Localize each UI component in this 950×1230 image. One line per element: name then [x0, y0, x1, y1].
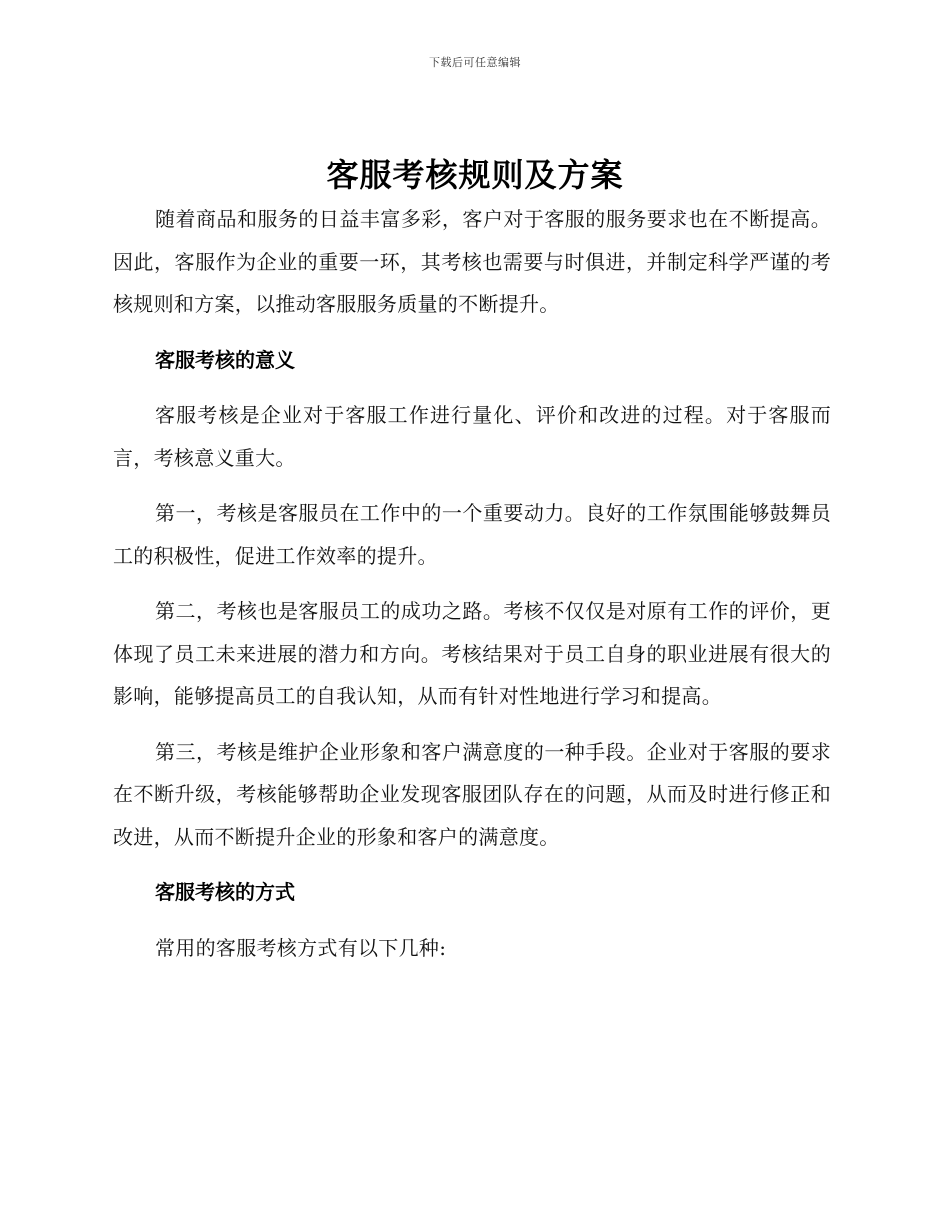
- paragraph-significance-overview: 客服考核是企业对于客服工作进行量化、评价和改进的过程。对于客服而言，考核意义重大。: [113, 403, 831, 470]
- paragraph-methods-intro: 常用的客服考核方式有以下几种:: [155, 935, 447, 960]
- header-note: 下载后可任意编辑: [429, 56, 521, 69]
- section-heading-significance: 客服考核的意义: [155, 347, 295, 372]
- section-heading-methods: 客服考核的方式: [155, 880, 295, 904]
- paragraph-third-point: 第三，考核是维护企业形象和客户满意度的一种手段。企业对于客服的要求在不断升级，考核能够帮助企业发现客服团队存在的问题，从而及时进行修正和改进，从而不断提升企业的形象和客户的满意度。: [113, 739, 831, 849]
- intro-paragraph: 随着商品和服务的日益丰富多彩，客户对于客服的服务要求也在不断提高。因此，客服作为企业的重要一环，其考核也需要与时俱进，并制定科学严谨的考核规则和方案，以推动客服服务质量的不断提升。: [113, 207, 831, 316]
- paragraph-second-point: 第二，考核也是客服员工的成功之路。考核不仅仅是对原有工作的评价，更体现了员工未来进展的潜力和方向。考核结果对于员工自身的职业进展有很大的影响，能够提高员工的自我认知，从而有针对性地进行学习和提高。: [113, 599, 831, 708]
- document-body: [113, 198, 831, 982]
- paragraph-first-point: 第一，考核是客服员在工作中的一个重要动力。良好的工作氛围能够鼓舞员工的积极性，促进工作效率的提升。: [113, 501, 831, 568]
- document-title: 客服考核规则及方案: [326, 156, 624, 194]
